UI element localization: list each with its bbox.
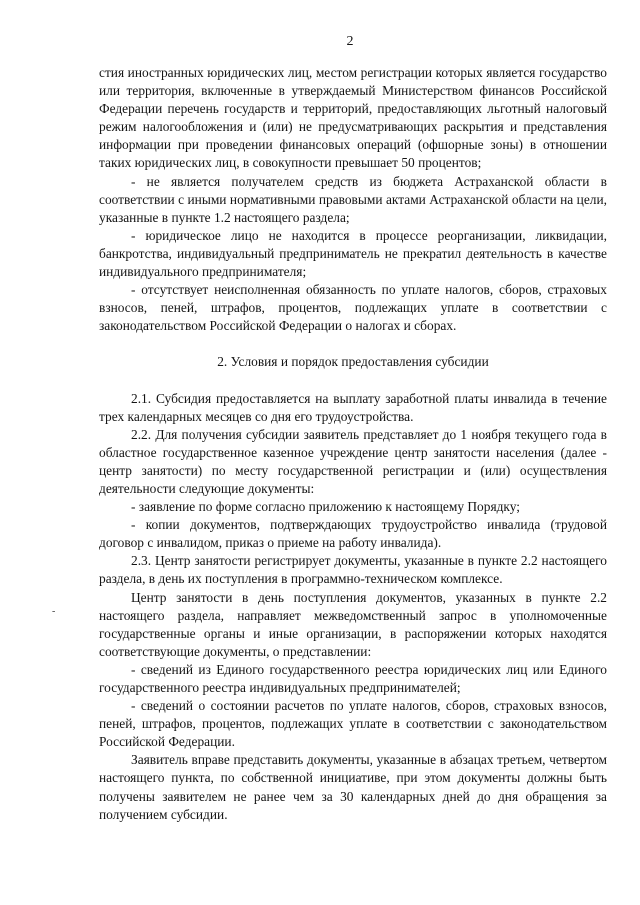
paragraph-condition-budget: - не является получателем средств из бюджета Астраханской области в соответствии с иными нормативными правовыми актами Астраханской области на цели, указанные в пункте 1.2 настоящего раздела; [99,173,607,225]
paragraph-2-3: 2.3. Центр занятости регистрирует документы, указанные в пункте 2.2 настоящего раздела, в день их поступления в программно-техническом комплексе. [99,553,607,587]
paragraph-continuation: стия иностранных юридических лиц, местом регистрации которых является государство или территория, включенные в утверждаемый Министерством финансов Российской Федерации перечень государств и территорий, предоставляющих льготный налоговый режим налогообложения и (или) не предусматривающих раскрытия и представления информации при проведении финансовых операций (офшорные зоны) в отношении таких юридических лиц, в совокупности превышает 50 процентов; [99,65,607,171]
paragraph-condition-taxes: - отсутствует неисполненная обязанность по уплате налогов, сборов, страховых взносов, пеней, штрафов, процентов, подлежащих уплате в соответствии с законодательством Российской Федерации о налогах и сборах. [99,282,607,334]
margin-mark: - [52,606,56,617]
paragraph-2-2-item-copies: - копии документов, подтверждающих трудоустройство инвалида (трудовой договор с инвалидом, приказ о приеме на работу инвалида). [99,517,607,551]
paragraph-request-item-taxes: - сведений о состоянии расчетов по уплате налогов, сборов, страховых взносов, пеней, штрафов, процентов, подлежащих уплате в соответствии с законодательством Российской Федерации. [99,698,607,750]
document-body [99,64,607,824]
paragraph-request-item-registry: - сведений из Единого государственного реестра юридических лиц или Единого государственного реестра индивидуальных предпринимателей; [99,661,607,695]
paragraph-2-2-item-application: - заявление по форме согласно приложению к настоящему Порядку; [131,499,520,515]
page-number: 2 [346,34,354,49]
paragraph-interagency-request: Центр занятости в день поступления документов, указанных в пункте 2.2 настоящего раздела, направляет межведомственный запрос в уполномоченные государственные органы и иные организации, в распоряжении которых находятся соответствующие документы, о представлении: [99,589,607,659]
section-heading: 2. Условия и порядок предоставления субсидии [217,354,489,370]
paragraph-condition-reorganization: - юридическое лицо не находится в процессе реорганизации, ликвидации, банкротства, индивидуальный предприниматель не прекратил деятельность в качестве индивидуального предпринимателя; [99,227,607,280]
paragraph-2-2: 2.2. Для получения субсидии заявитель представляет до 1 ноября текущего года в областное государственное казенное учреждение центр занятости населения (далее - центр занятости) по месту государственной регистрации и (или) осуществления деятельности следующие документы: [99,426,607,496]
paragraph-2-1: 2.1. Субсидия предоставляется на выплату заработной платы инвалида в течение трех календарных месяцев со дня его трудоустройства. [99,390,607,424]
paragraph-applicant-initiative: Заявитель вправе представить документы, указанные в абзацах третьем, четвертом настоящего пункта, по собственной инициативе, при этом документы должны быть получены заявителем не ранее чем за 30 календарных дней до дня обращения за получением субсидии. [99,752,607,822]
